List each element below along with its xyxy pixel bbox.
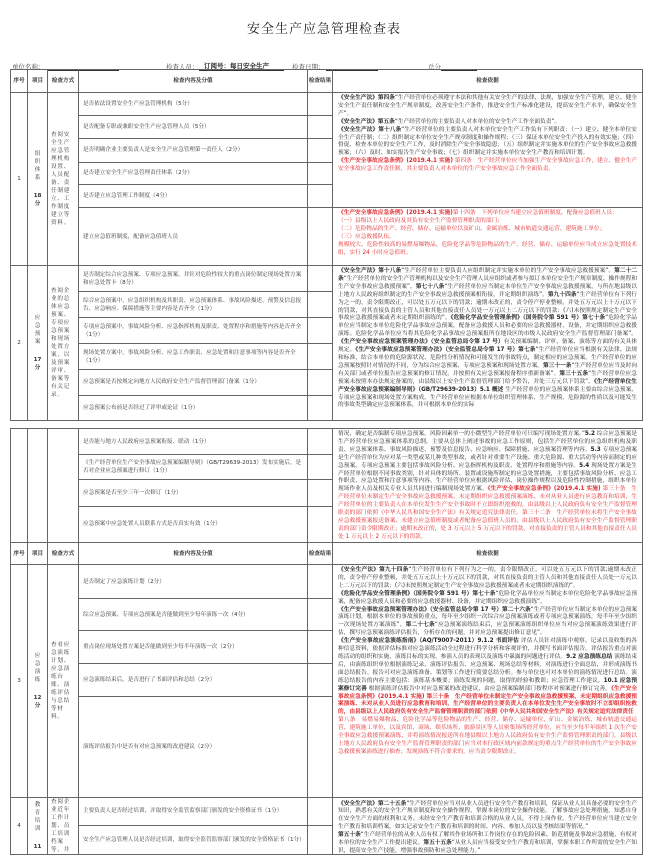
regulation-citation: 5.2 — [584, 431, 595, 437]
item-name: 组织体系 — [34, 151, 41, 181]
basis-paragraph — [338, 591, 637, 607]
regulation-text: “生产经营单位主要负责人应组织制定并实施本单位的生产安全事故应急救援预案”。 — [401, 268, 615, 274]
section-item — [28, 93, 48, 266]
regulation-text: 第四条 生产经营单位应当加强生产安全事故应急工作，建立、健全生产安全事故应急工作责任制，其主要负责人对本单位的生产安全事故应急工作全面负责。 — [338, 158, 637, 173]
regulation-text: “应急预案演练结束后，应急预案演练组织单位应当对应急预案演练效果进行评估，撰写应急预案演练评估报告，分析存在的问题，并对应急预案提出修订意见”。 — [338, 622, 637, 637]
section-number: 4 — [11, 798, 28, 855]
check-content: 是否配备专职或兼职安全生产应急管理人员（5分） — [79, 116, 308, 139]
regulation-text: “生产经营单位的主要负责人对本单位的安全生产工作全面负责”。 — [394, 118, 561, 125]
check-content: 是否明确企业主要负责人是安全生产应急管理第一责任人（2分） — [79, 139, 308, 162]
regulation-text: “生产经营单位应当根据有关法律、法规和标准，结合本单位的危险源状况、危险性分析情况和可能发生的事故特点，制定相应的应急预案。生产经营单位的应急预案按照针对情况的不同，分为综合应急预案、专项应急预案和现场处置方案。 — [338, 347, 638, 369]
column-header-content: 检查内容及分值 — [79, 543, 308, 565]
regulation-text: 根据演练评估报告中对应急预案的改进建议，由应急预案编制部门按程序对预案进行修订完善。 — [366, 685, 612, 692]
regulation-citation: 10.1 应急预案修订完善 — [338, 677, 638, 692]
check-result-cell[interactable] — [308, 369, 333, 395]
basis-paragraph — [338, 717, 637, 757]
basis-cell — [333, 208, 643, 266]
basis-paragraph — [338, 218, 637, 226]
table-row — [11, 429, 643, 455]
regulation-text: 第八条 易燃易爆物品、危险化学品等危险物品的生产、经营、储存、运输单位，矿山、金属冶炼、城市轨道交通运营、建筑施工单位，以及宾馆、商场、娱乐场所、旅游景区等人员密集场所经营单位，应当至少每半年组织 1 次生产安全事故应急救援预案演练，并将演练情况报送所在地县级以上地方人民政府负有安全生产监督管理职责的部门。县级以上地方人民政府负有安全生产监督管理职责的部门应当对本行政区域内前款规定的重点生产经营单位的生产安全事故应急救援预案演练进行抽查；发现演练不符合要求的，应当责令限期改正。 — [338, 717, 637, 755]
check-result-cell[interactable] — [308, 631, 333, 664]
regulation-citation: 《安全生产法》第五条 — [338, 118, 395, 125]
check-result-cell[interactable] — [308, 184, 333, 207]
basis-cell — [333, 565, 643, 798]
section-item — [28, 798, 48, 855]
regulation-text: “生产经营单位应急预案未按照本办法规定备案的，由县级以上安全生产监督管理部门给予警告，并处三万元以下罚款”。 — [338, 370, 637, 385]
regulation-citation: 《安全生产法》第二十五条 — [338, 800, 407, 807]
column-header-basis: 检查依据 — [333, 543, 643, 565]
column-header-method: 检查方式 — [48, 543, 79, 565]
check-result-cell[interactable] — [308, 208, 333, 266]
regulation-text: “从业人员应当接受安全生产教育和培训，掌握本职工作所需的安全生产知识，提高安全生产技能，增强事故预防和应急处理能力。” — [338, 840, 638, 854]
check-content: 是否能与地方人民政府应急预案衔接、联动（1分） — [79, 429, 308, 455]
regulation-citation: 《生产安全事故应急条例》(2019.4.1 实施) — [487, 486, 601, 493]
basis-paragraph — [338, 638, 637, 717]
section-number: 1 — [11, 93, 28, 266]
regulation-text: “生产经营单位有下列行为之一的，责令限期改正，可以处五万元以下的罚款；逾期未改正的，责令停产停业整顿，并处五万元以上十万元以下的罚款，对其直接负责的主管人员和其他直接责任人员处一万元以上二万元以下的罚款：(六)未按照规定制定生产安全事故应急救援预案或者未定期组织演练的”。 — [338, 291, 637, 322]
basis-cell — [333, 429, 643, 543]
basis-cell — [333, 266, 643, 421]
check-result-cell[interactable] — [308, 162, 333, 184]
column-header-method: 检查方式 — [48, 70, 79, 93]
regulation-text: 现场处置方案是生产经营单位根据不同事故类别，针对具体的场所、装置或设施所制定的应急处置措施，主要包括事故风险分析、应急工作职责、应急处置和注意事项等内容。生产经营单位应根据风险评估、岗位操作规程以及危险性控制措施，组织本单位现场作业人员及相关专业人员共同进行编制现场处置方案。 — [338, 462, 637, 493]
regulation-citation: 《生产安全事故应急条例》(2019.4.1 实施) — [338, 210, 453, 216]
regulation-text: “危险化学品单位应当制定本单位危险化学品事故应急预案，配备应急救援人员和必要的应急救援器材、设备，并定期组织应急救援演练。危险化学品单位应当将其危险化学品事故应急预案报所在地设区的市级人民政府安全生产监督管理部门备案”。 — [338, 315, 637, 338]
check-result-cell[interactable] — [308, 266, 333, 292]
regulation-text: 有关预案编制、评审、备案、演练等方面的有关具体规定。 — [338, 339, 638, 354]
regulation-text: 综合应急预案是生产经营单位应急预案体系的总纲，主要从总体上阐述事故的应急工作原则，包括生产经营单位的应急组织机构及职责、应急预案体系、事故风险描述、预警及信息报告、应急响应、保障措施、应急预案管理等内容。 — [338, 431, 637, 453]
check-content: 建立应急值班制度，配备应急值班人员 — [79, 208, 308, 266]
regulation-citation: 《生产安全事故应急预案管理办法》（安全监管总局令第 17 号） — [338, 339, 504, 346]
regulation-citation: 《危险化学品安全管理条例》（国务院令第 591 号）第七十条 — [338, 590, 496, 597]
check-content: 主要负责人是否经过培训，并取得安全监管监察部门颁发的安全资格证书（1分） — [79, 798, 308, 826]
inspection-method: 查阅安全生产应急管理机构设置、人员配备、责任制建立、工作制度建立等资料。 — [48, 93, 79, 266]
section-item — [28, 429, 48, 543]
regulation-citation: 9.2 应急演练总结 — [566, 653, 613, 660]
check-result-cell[interactable] — [308, 318, 333, 344]
regulation-text: 生产经营单位的应急预案体系主要由综合应急预案、专项应急预案和现场处置方案构成。生产经营单位应根据本单位组织管理体系、生产规模、危险源的性质以及可能发生的事故类型确定应急预案体系，并可根据本单位的实际 — [338, 386, 637, 409]
column-header-basis: 检查依据 — [333, 70, 643, 93]
regulation-text: 第三十条 生产经营单位未制定生产安全事故应急救援预案、未定期组织应急救援预案演练、未对从业人员进行应急教育和培训，生产经营单位的主要负责人在本单位发生生产安全事故时不立即组织抢救的，由县级以上人民政府负有安全生产监督管理职责的部门依照《中华人民共和国安全生产法》有关规定追究法律责任。第三十二条 生产经营单位未将生产安全事故应急救援预案报送备案、未建立应急值班制度或者配备应急值班人员的，由县级以上人民政府负有安全生产监督管理职责的部门责令限期改正；逾期未改正的，处 3 万元以上 5 万元以下的罚款，对直接负责的主管人员和其他直接责任人员处 1 万元以上 2 万元以下的罚款。 — [338, 486, 637, 540]
regulation-text: （二）危险物品的生产、经营、储存、运输单位以及矿山、金属冶炼、城市轨道交通运营、建筑施工单位； — [338, 225, 606, 232]
regulation-citation: 第五十条 — [338, 832, 361, 839]
regulation-text: （一）县级以上人民政府及其负有安全生产监督管理职责的部门； — [338, 217, 503, 224]
regulation-text: “生产经营单位应当及时向有关部门或者单位报告应急预案的修订情况，并按照有关应急预案报备程序重新备案”。 — [338, 362, 638, 377]
section-item — [28, 565, 48, 798]
check-content: 应急预案是否至少三年一次修订（1分） — [79, 480, 308, 506]
check-content: 是否建立安全生产应急管理责任体系（2分） — [79, 162, 308, 184]
item-name: 应急演练 — [34, 653, 41, 683]
basis-paragraph — [338, 832, 637, 853]
table-row — [11, 565, 643, 599]
table-row — [11, 93, 643, 116]
item-score: 11 — [33, 844, 42, 850]
regulation-citation: 5.4 — [579, 462, 590, 469]
regulation-text: “生产经营单位必须遵守本法和其他有关安全生产的法律、法规，加强安全生产管理，建立、健全安全生产责任制和安全生产规章制度，改善安全生产条件，推进安全生产标准化建设，提高安全生产水平，确保安全生产”。 — [338, 95, 637, 117]
check-content: 演练评估报告中是否有对应急预案的改进建议（2分） — [79, 696, 308, 797]
inspection-method: 查阅企业的总体应急预案、专项应急预案和现场处置方案，以及预案评审、备案等有关记录。 — [48, 266, 79, 421]
regulation-citation: 第三十条 生产经营单位未制定生产安全事故应急救援预案、未定期组织应急救援预案演练、未对从业人员进行应急教育和培训，生产经营单位的主要负责人在本单位发生生产安全事故时不立即组织抢救的，由县级以上人民政府负有安全生产监督管理职责的部门依照《中华人民共和国安全生产法》有关规定追究法律责任 — [338, 693, 637, 716]
regulation-text: 情况，确定是否编制专项应急预案。风险因素单一的小微型生产经营单位可只编写现场处置方案。” — [338, 431, 585, 437]
header-row — [11, 70, 643, 93]
check-result-cell[interactable] — [308, 480, 333, 506]
column-header-item: 项目 — [28, 543, 48, 565]
check-result-cell[interactable] — [308, 429, 333, 455]
total-score-label: 总分 — [428, 63, 441, 71]
regulation-citation: 5.3 — [590, 446, 601, 453]
regulation-citation: 第三十一条 — [542, 362, 572, 369]
section-item — [28, 266, 48, 421]
section-number: 3 — [11, 565, 28, 798]
check-result-cell[interactable] — [308, 798, 333, 826]
regulation-text: “生产经营单位的从业人员有权了解其作业场所和工作岗位存在的危险因素、防范措施及事故应急措施，有权对本单位的安全生产工作提出建议。 — [338, 832, 638, 847]
regulation-text: 专项应急预案是生产经营单位为应对某一类型或某几种类型事故，或者针对重要生产设施、重大危险源、重大活动等内容而制定的应急预案。专项应急预案主要包括事故风险分析、应急指挥机构及职责、处置程序和措施等内容。 — [338, 446, 637, 469]
regulation-text: “生产经营单位的主要负责人对本单位安全生产工作负有下列职责：（一）建立、健全本单位安全生产责任制；（二）组织制定本单位安全生产规章制度和操作规程；（三）保证本单位安全生产投入的有效实施；（四）督促、检查本单位的安全生产工作，及时消除生产安全事故隐患；（五）组织制定并实施本单位的生产安全事故应急救援预案；（六）及时、如实报告生产安全事故；（七）组织制定并实施本单位安全生产教育和培训计划。 — [338, 126, 637, 157]
column-header-content: 检查内容及分值 — [79, 70, 308, 93]
regulation-text: 规模较大、危险性较高的易燃易爆物品、危险化学品等危险物品的生产、经营、储存、运输单位应当成立应急处置技术组，实行 24 小时应急值班。 — [338, 241, 637, 256]
check-content: 是否制定了应急演练计划（2分） — [79, 565, 308, 599]
check-content: 专项应急预案中，事故风险分析、应急指挥机构及职责、处置程序和措施等内容是否齐全（1分） — [79, 318, 308, 344]
regulation-citation: 《危险化学品安全管理条例》（国务院令第 591 号）第七十条 — [450, 315, 606, 322]
check-content: 是否制定综合应急预案、专项应急预案，并针对危险性较大的重点岗位制定现场处置方案和应急处置卡（8分） — [79, 266, 308, 292]
regulation-text: “生产经营单位应当制定本单位的应急预案演练计划，根据本单位的事故预防重点，每年至少组织一次综合应急预案演练或者专项应急预案演练，每半年至少组织一次现场处置方案演练”。 — [338, 606, 638, 629]
column-header-item: 项目 — [28, 70, 48, 93]
regulation-text: 评估人员针对演练中观察、记录以及收集的各种信息资料，依据评估标准对应急演练活动全过程进行科学分析和客观评价，并撰写书面评估报告。评估报告重点对演练活动的组织和实施、演练目标的实现、参演人员的表现以及演练中暴露的问题进行评估。 — [338, 638, 637, 660]
regulation-text: “生产经营单位有下列行为之一的，责令限期改正，可以处五万元以下的罚款;逾期未改正的，责令停产停业整顿，并处五万元以上十万元以下的罚款，对其直接负责的主管人员和其他直接责任人员处一万元以上二万元以下的罚款：(六)未按照规定制定生产安全事故应急救援预案或者未定期组织演练的”。 — [338, 567, 637, 589]
column-header-no: 序号 — [11, 70, 28, 93]
check-result-cell[interactable] — [308, 139, 333, 162]
check-result-cell[interactable] — [308, 93, 333, 116]
check-result-cell[interactable] — [308, 825, 333, 854]
basis-paragraph — [338, 95, 637, 119]
regulation-citation: 《生产安全事故应急预案管理办法》（安全监管总局令第 17 号）第七条 — [355, 347, 536, 354]
check-content: 是否建立应急管理工作制度（4分） — [79, 184, 308, 207]
regulation-text: “生产经营单位应当制定本单位生产安全事故应急救援预案，与所在地县级以上地方人民政府组织制定的生产安全事故应急救援预案相衔接，并定期组织演练”。 — [338, 283, 637, 298]
basis-cell — [333, 798, 643, 855]
inspection-method: 查阅企业近年工作计划、员工培训档案等，并 — [48, 798, 79, 855]
check-result-cell[interactable] — [308, 395, 333, 420]
regulation-text: “生产经营单位应当对从业人员进行安全生产教育和培训，保证从业人员具备必要的安全生产知识，熟悉有关的安全生产规章制度和安全操作规程，掌握本岗位的安全操作技能，了解事故应急处理措施，知悉自身在安全生产方面的权利和义务。未经安全生产教育和培训合格的从业人员，不得上岗作业。生产经营单位应当建立安全生产教育和培训档案，如实记录安全生产教育和培训的时间、内容、参加人员以及考核结果等情况。” — [338, 800, 638, 831]
check-result-cell[interactable] — [308, 506, 333, 542]
regulation-citation: 《生产安全事故应急条例》(2019.4.1 实施) — [338, 685, 638, 700]
check-content: 应急演练结束后，是否进行了书面评估和总结（2分） — [79, 664, 308, 696]
regulation-citation: 第九十四条 — [547, 291, 577, 298]
header-row — [11, 543, 643, 565]
check-content: 《生产经营单位生产安全事故应急预案编制导则》（GB/T29639-2013）发布实施后，是否对企业应急预案进行修订（1分） — [79, 455, 308, 480]
check-result-cell[interactable] — [308, 565, 333, 599]
check-result-cell[interactable] — [308, 116, 333, 139]
regulation-citation: 《安全生产法》第十八条 — [338, 126, 402, 133]
check-result-cell[interactable] — [308, 455, 333, 480]
regulation-text: （三）应急救援队伍。 — [338, 233, 395, 240]
regulation-citation: 第七十八条 — [415, 283, 445, 290]
check-result-cell[interactable] — [308, 344, 333, 369]
basis-paragraph — [338, 431, 637, 542]
item-score: 12分 — [33, 695, 42, 709]
regulation-citation: 《生产安全事故应急条例》(2019.4.1 实施) — [338, 158, 453, 165]
basis-paragraph — [338, 801, 637, 833]
item-score: 17分 — [33, 357, 42, 371]
section-number: 2 — [11, 266, 28, 421]
regulation-citation: 第二十二条 — [338, 268, 638, 282]
basis-paragraph — [338, 226, 637, 234]
regulation-citation: 第三十五条 — [559, 370, 589, 377]
basis-cell — [333, 93, 643, 208]
check-content: 现场处置方案中，事故风险分析、应急工作职责、应急处置和注意事项等内容是否齐全（1分） — [79, 344, 308, 369]
regulation-citation: 《生产经营单位生产安全事故应急预案编制导则》（GB/T29639-2013）5.1 概述 — [338, 378, 637, 393]
section-number — [11, 429, 28, 543]
regulation-text: 第十四条 下列单位应当建立应急值班制度，配备应急值班人员： — [452, 210, 618, 216]
regulation-citation: 《生产安全事故应急预案管理办法》（安全监管总局令第 17 号）第二十六条 — [338, 606, 531, 613]
check-result-cell[interactable] — [308, 664, 333, 696]
item-score: 18分 — [33, 193, 42, 207]
regulation-citation: 《安全生产法》第四条 — [338, 95, 395, 101]
unit-name-label: 单位名称： — [12, 63, 45, 71]
check-result-cell[interactable] — [308, 696, 333, 797]
check-content: 重点岗位现场处置方案是否能做到至少每半年演练一次（2分） — [79, 631, 308, 664]
column-header-no: 序号 — [11, 543, 28, 565]
basis-paragraph — [338, 210, 637, 218]
regulation-citation: 《安全生产法》第九十四条 — [338, 567, 409, 573]
regulation-citation: 第二十七条 — [405, 622, 435, 629]
item-name: 应急预案 — [34, 315, 41, 345]
check-content: 是否依法设置安全生产应急管理机构（5分） — [79, 93, 308, 116]
basis-paragraph — [338, 607, 637, 639]
column-header-result: 检查结果 — [308, 70, 333, 93]
check-content: 综合应急预案中，应急组织机构及其职责、应急预案体系、事故风险描述、预警及信息报告、应急响应、保障措施等主要内容是否齐全（1分） — [79, 292, 308, 318]
regulation-citation: 《生产安全事故应急演练指南》（AQ/T9007-2011）9.1.2 书面评估 — [338, 638, 519, 645]
inspection-method: 查看应急演练计划、应急演练台账、演练评估与总结等材料。 — [48, 565, 79, 798]
check-content: 综合应急预案、专项应急预案是否能做到至少每年演练一次（4分） — [79, 599, 308, 631]
regulation-text: 演练结束后，由演练组织单位根据演练记录、演练评估报告、应急预案、现场总结等材料，对演练进行全面总结，并形成演练书面总结报告。报告可对应急演练准备、策划等工作进行简要总结分析。参与单位也可对本单位的演练情况进行总结。演练总结报告的内容主要包括：演练基本概要；演练发现的问题，取得的经验和教训；应急管理工作建议。 — [338, 653, 638, 684]
item-name: 教育培训 — [34, 802, 41, 832]
basis-paragraph — [338, 158, 637, 174]
basis-paragraph — [338, 119, 637, 127]
inspector-value: 订阅号：每日安全生产 — [204, 62, 269, 70]
regulation-citation: 《安全生产法》第十八条 — [338, 268, 402, 274]
check-content: 应急预案是否按规定向地方人民政府安全生产监督管理部门备案（1分） — [79, 369, 308, 395]
checklist-table-page1 — [10, 69, 643, 421]
inspector-label: 检查人员： — [166, 63, 199, 71]
basis-paragraph — [338, 127, 637, 159]
table-row — [11, 266, 643, 292]
inspection-date-label: 检查日期： — [292, 63, 325, 71]
checklist-table-page2 — [10, 428, 643, 855]
regulation-text: “生产经营单位的安全生产管理机构以及安全生产管理人员应组织或者参与拟订本单位安全生产规章制度、操作规程和生产安全事故应急救援预案”。 — [338, 275, 638, 290]
check-result-cell[interactable] — [308, 292, 333, 318]
table-row — [11, 798, 643, 826]
basis-paragraph — [338, 242, 637, 258]
basis-paragraph — [338, 268, 637, 410]
page-title: 安全生产应急管理检查表 — [246, 22, 401, 37]
inspection-method — [48, 429, 79, 543]
check-result-cell[interactable] — [308, 599, 333, 631]
check-content: 应急预案公布前是否经过了评审或论证（1分） — [79, 395, 308, 420]
check-content: 安全生产应急管理人员是否经过培训，取得安全监管监察部门颁发的安全资格证书（1分） — [79, 825, 308, 854]
regulation-text: “危险化学品单位应当制定本单位危险化学品事故应急预案，配备应急救援人员和必要的应急救援器材、设备，并定期组织应急救援演练”。 — [338, 590, 638, 605]
table-row — [11, 208, 643, 266]
basis-paragraph — [338, 567, 637, 591]
regulation-citation: 第五十五条 — [423, 840, 452, 847]
basis-paragraph — [338, 234, 637, 242]
check-content: 应急预案中应急处置人员联系方式是否真实有效（1分） — [79, 506, 308, 542]
column-header-result: 检查结果 — [308, 543, 333, 565]
